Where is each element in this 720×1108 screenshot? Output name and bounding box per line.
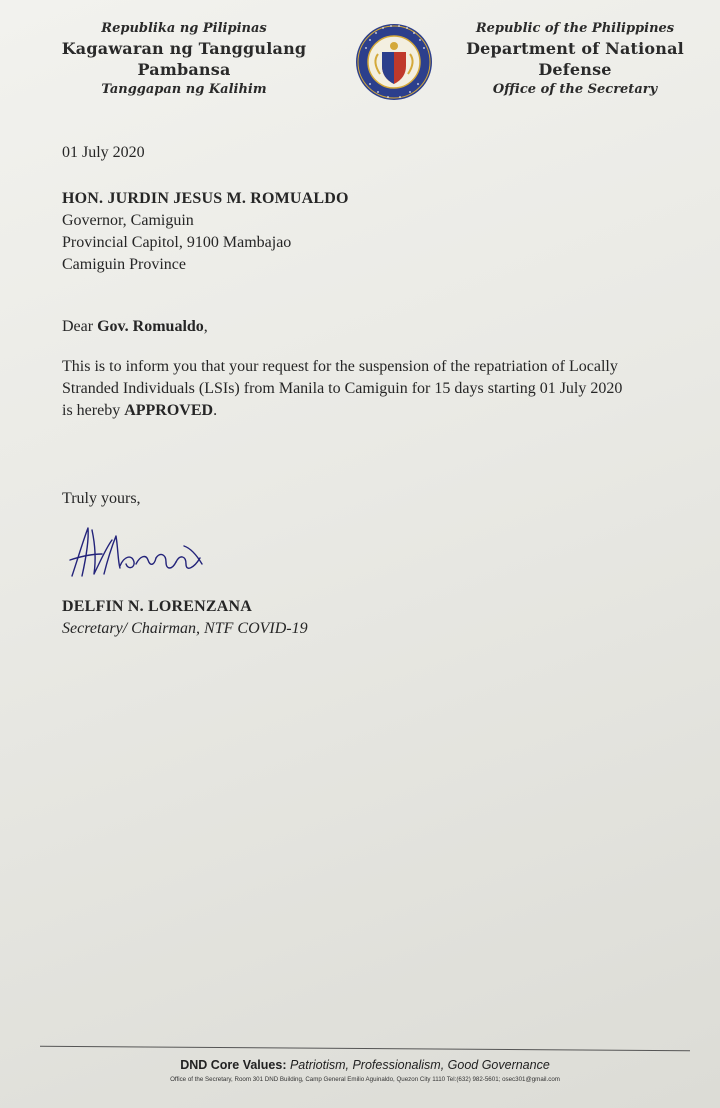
letterhead-english: [440, 20, 710, 98]
recipient-province: Camiguin Province: [62, 256, 186, 273]
body-line-3: [62, 400, 674, 422]
signatory-title: Secretary/ Chairman, NTF COVID-19: [62, 620, 308, 637]
core-values-text: Patriotism, Professionalism, Good Governance: [286, 1058, 550, 1072]
body-line-3-suffix: .: [213, 402, 218, 419]
letterhead-department-fil: Kagawaran ng Tanggulang Pambansa: [61, 38, 307, 80]
recipient-address: [62, 188, 349, 276]
letterhead-office-fil: Tanggapan ng Kalihim: [101, 81, 267, 97]
salutation: [62, 316, 208, 338]
signatory-name: DELFIN N. LORENZANA: [62, 598, 253, 615]
letterhead-department-en: Department of National Defense: [466, 38, 684, 80]
dnd-seal-icon: [352, 14, 436, 110]
letterhead-country-fil: Republika ng Pilipinas: [101, 21, 267, 36]
salutation-name: Gov. Romualdo: [97, 318, 204, 335]
letter-body: [62, 356, 674, 422]
letterhead-country-en: Republic of the Philippines: [475, 21, 675, 36]
body-line-1: This is to inform you that your request for the suspension of the repatriation of Locally: [62, 358, 618, 375]
core-values: [40, 1058, 690, 1072]
letterhead-office-en: Office of the Secretary: [492, 81, 658, 97]
letterhead-filipino: [28, 20, 340, 98]
body-line-3-prefix: is hereby: [62, 402, 125, 419]
approval-status: APPROVED: [124, 402, 214, 419]
recipient-name: HON. JURDIN JESUS M. ROMUALDO: [62, 190, 349, 207]
salutation-suffix: ,: [203, 318, 208, 335]
core-values-label: DND Core Values:: [180, 1058, 287, 1072]
letter-date: 01 July 2020: [62, 144, 145, 161]
recipient-position: Governor, Camiguin: [62, 212, 194, 229]
salutation-prefix: Dear: [62, 318, 98, 335]
body-line-2: Stranded Individuals (LSIs) from Manila to Camiguin for 15 days starting 01 July 2020: [62, 380, 623, 397]
recipient-office: Provincial Capitol, 9100 Mambajao: [62, 234, 292, 251]
footer-address: Office of the Secretary, Room 301 DND Building, Camp General Emilio Aguinaldo, Quezon City 1110 Tel:(632) 982-5601; osec301@gmail.com: [170, 1076, 560, 1083]
handwritten-signature: [62, 518, 212, 590]
footer-divider: [40, 1046, 690, 1052]
letter-closing: Truly yours,: [62, 490, 141, 507]
